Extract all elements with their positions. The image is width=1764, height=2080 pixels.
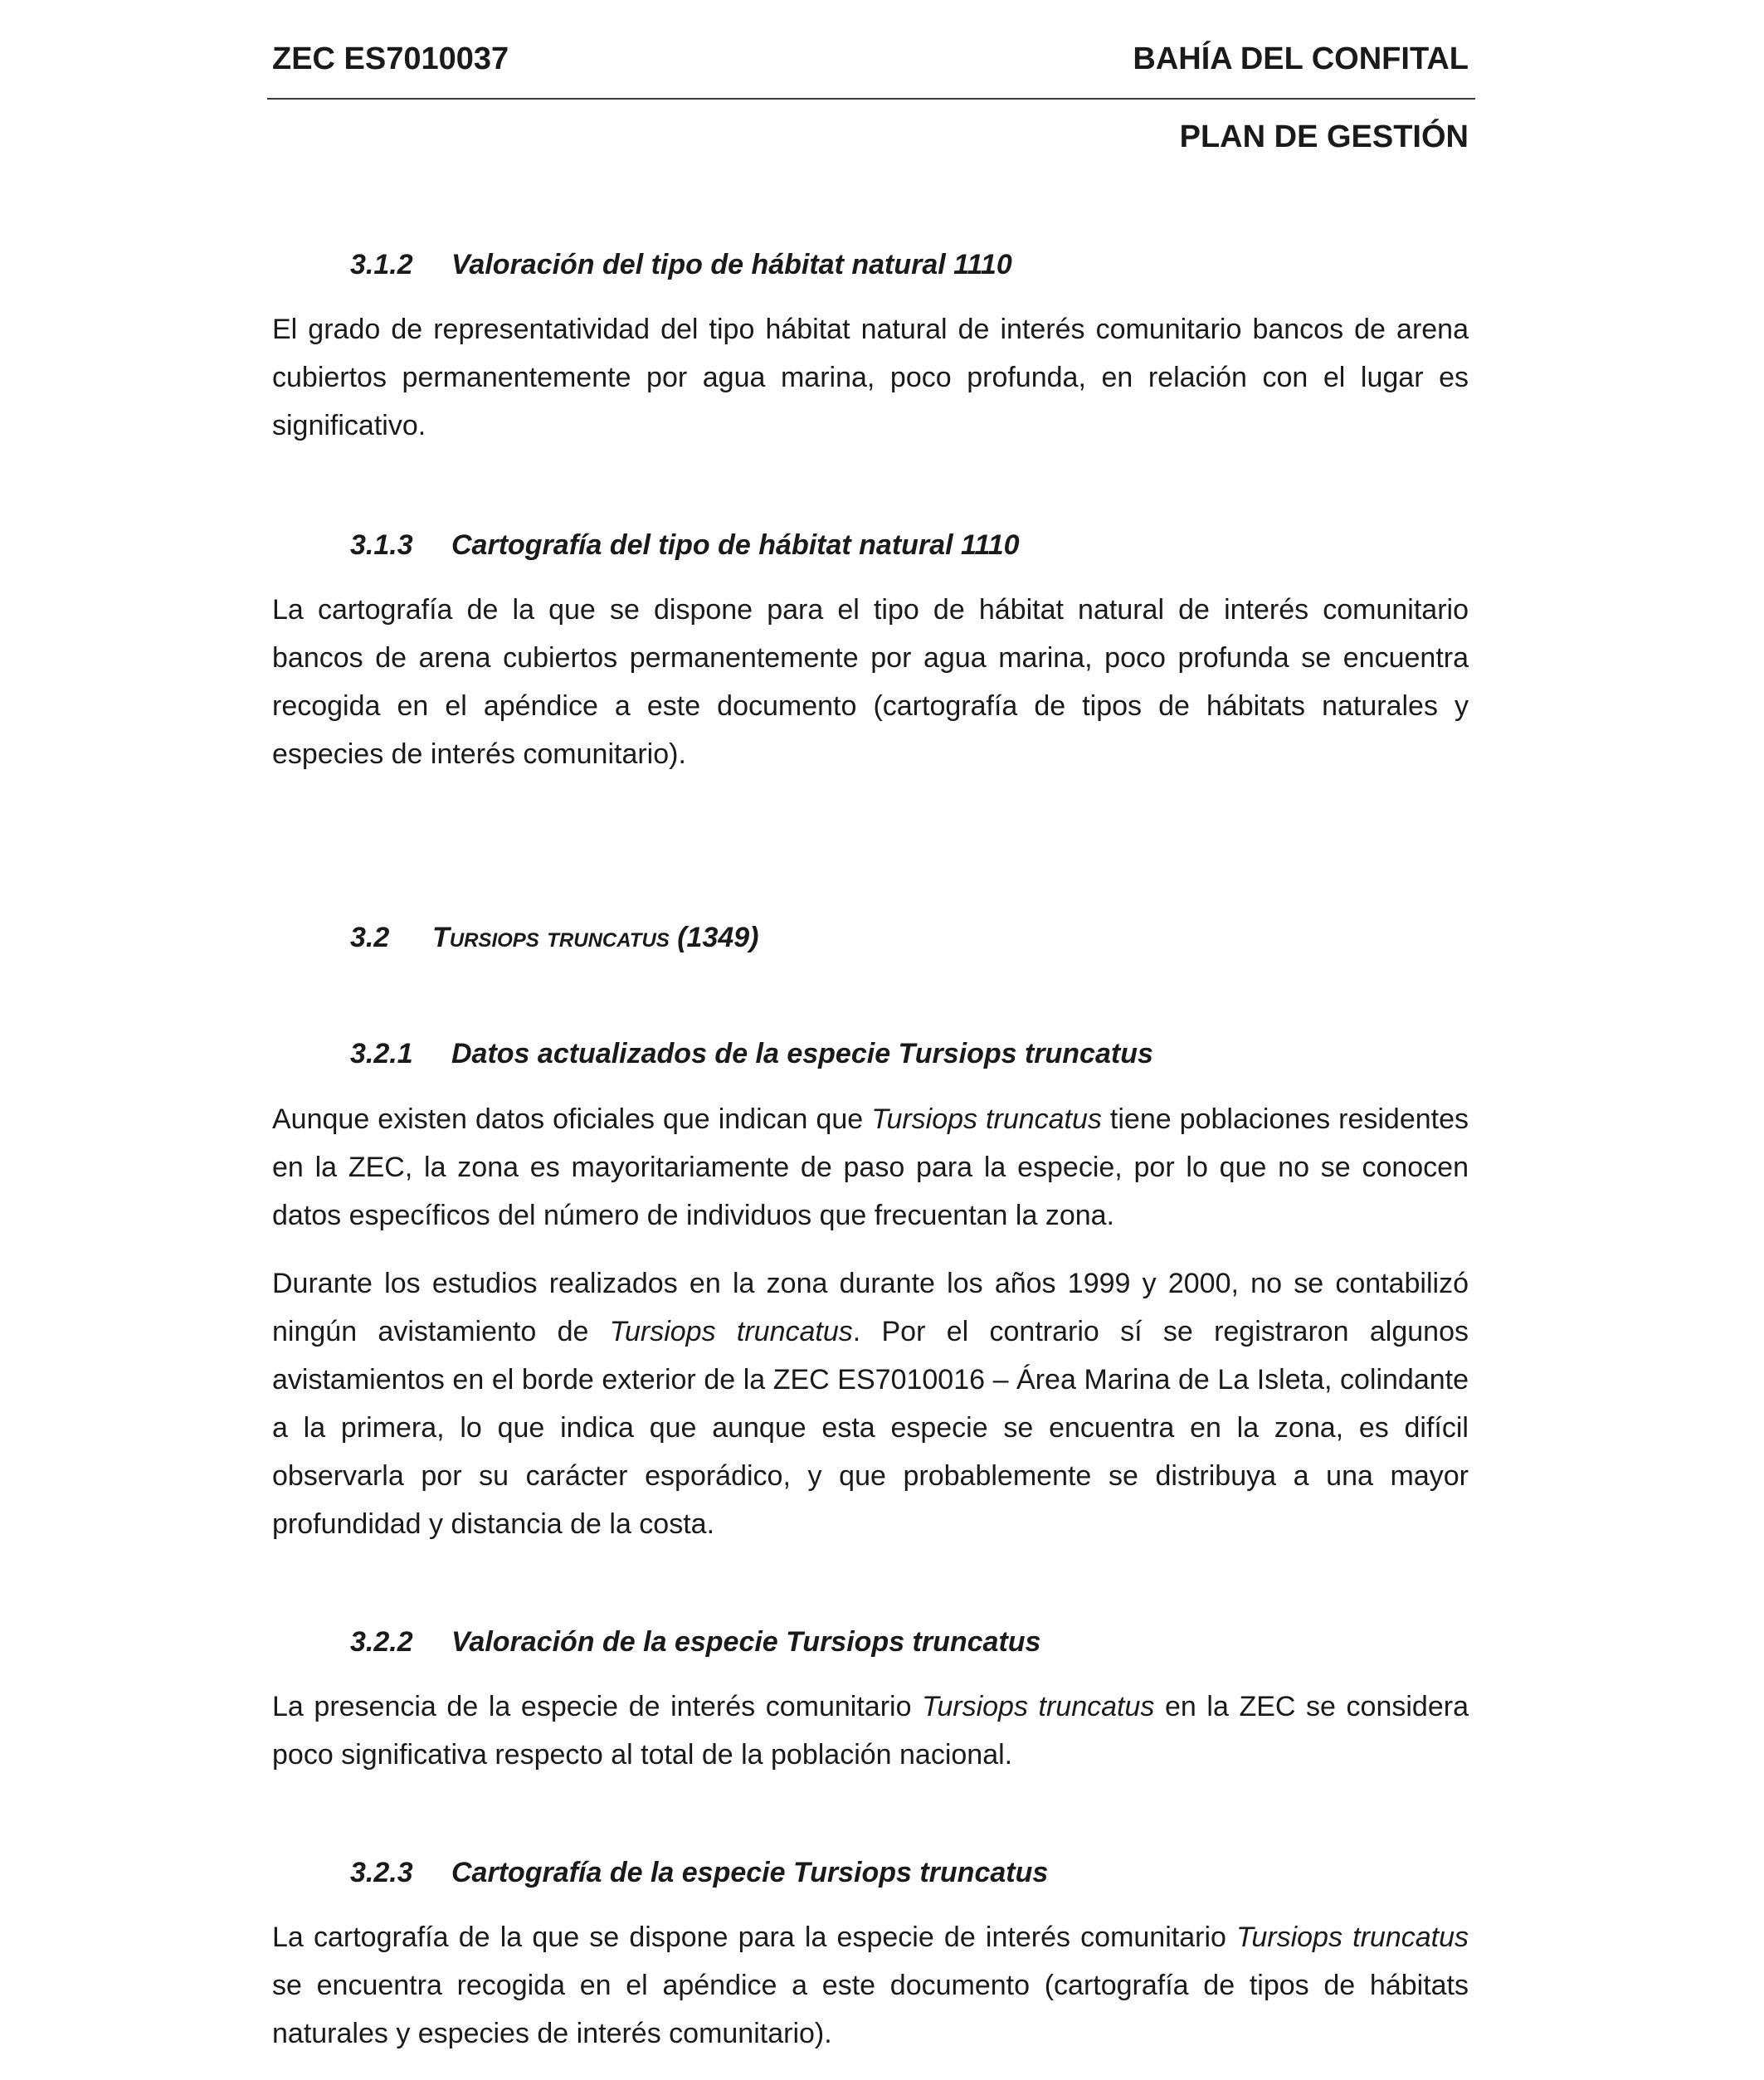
text-run: se encuentra recogida en el apéndice a este documento (cartografía de tipos de hábitats naturales y especies de interés comunitario). — [272, 1970, 1469, 2049]
heading-species-name: Tursiops truncatus — [432, 922, 670, 953]
species-name: Tursiops truncatus — [871, 1103, 1102, 1135]
species-name: Tursiops truncatus — [609, 1316, 853, 1347]
heading-number: 3.2 — [350, 922, 390, 953]
heading-3-2-2 — [350, 1628, 1040, 1656]
paragraph-3-2-3 — [272, 1913, 1469, 2058]
text-run: tiene poblaciones residentes en la ZEC, la zona es mayoritariamente de paso para la especie, por lo que no se conocen datos específicos del número de individuos que frecuentan la zona. — [272, 1103, 1469, 1231]
heading-number: 3.2.2 — [350, 1626, 413, 1658]
paragraph-3-1-3: La cartografía de la que se dispone para el tipo de hábitat natural de interés comunitario bancos de arena cubiertos permanentemente por agua marina, poco profunda se encuentra recogida en el apéndice a este documento (cartografía de tipos de hábitats naturales y especies de interés comunitario). — [272, 594, 1469, 770]
heading-number: 3.1.3 — [350, 529, 413, 561]
header-site-code: ZEC ES7010037 — [272, 41, 509, 76]
heading-number: 3.2.3 — [350, 1857, 413, 1888]
text-run: La cartografía de la que se dispone para la especie de interés comunitario — [272, 1922, 1237, 1953]
heading-title: Valoración de la especie Tursiops truncatus — [451, 1626, 1041, 1658]
text-run: Aunque existen datos oficiales que indican que — [272, 1103, 872, 1135]
heading-species-code: (1349) — [669, 922, 759, 953]
header-document-type: PLAN DE GESTIÓN — [1179, 119, 1469, 154]
paragraph-3-2-1-a — [272, 1095, 1469, 1240]
species-name: Tursiops truncatus — [1236, 1922, 1469, 1953]
text-run: La presencia de la especie de interés comunitario — [272, 1691, 923, 1722]
heading-3-2 — [350, 923, 759, 952]
header-divider — [267, 98, 1475, 100]
heading-title: Datos actualizados de la especie Tursiops truncatus — [451, 1038, 1153, 1069]
text-run: . Por el contrario sí se registraron algunos avistamientos en el borde exterior de la ZEC ES7010016 – Área Marina de La Isleta, colindante a la primera, lo que indica que aunque esta especie se encuentra en la zona, es difícil observarla por su carácter esporádico, y que probablemente se distribuya a una mayor profundidad y distancia de la costa. — [272, 1316, 1469, 1540]
header-site-name: BAHÍA DEL CONFITAL — [1133, 41, 1469, 76]
text-run: en la ZEC se considera poco significativa respecto al total de la población nacional. — [272, 1691, 1469, 1771]
heading-title: Cartografía del tipo de hábitat natural 1110 — [451, 529, 1020, 561]
heading-3-1-3 — [350, 531, 1020, 559]
heading-number: 3.2.1 — [350, 1038, 413, 1069]
heading-3-2-1 — [350, 1040, 1153, 1068]
paragraph-3-2-2 — [272, 1683, 1469, 1779]
heading-number: 3.1.2 — [350, 249, 413, 280]
paragraph-3-1-2: El grado de representatividad del tipo hábitat natural de interés comunitario bancos de arena cubiertos permanentemente por agua marina, poco profunda, en relación con el lugar es significativo. — [272, 314, 1469, 441]
species-name: Tursiops truncatus — [922, 1691, 1155, 1722]
heading-3-1-2 — [350, 251, 1012, 279]
heading-title: Cartografía de la especie Tursiops truncatus — [451, 1857, 1049, 1888]
paragraph-3-2-1-b — [272, 1259, 1469, 1548]
heading-title: Valoración del tipo de hábitat natural 1110 — [451, 249, 1012, 280]
heading-3-2-3 — [350, 1858, 1048, 1887]
text-run: Durante los estudios realizados en la zona durante los años 1999 y 2000, no se contabilizó ningún avistamiento de — [272, 1268, 1469, 1347]
